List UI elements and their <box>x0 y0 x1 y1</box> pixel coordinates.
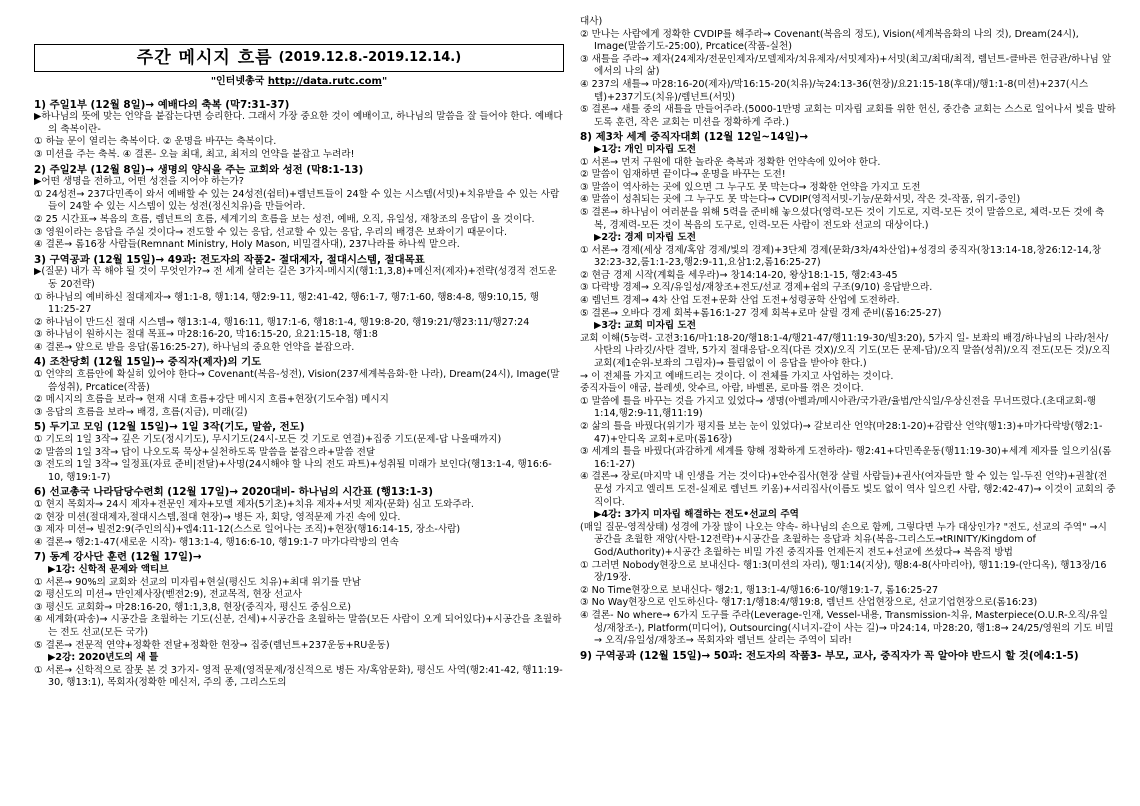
text-line: 교회 이해(5능력- 고전3:16/마1:18-20/행18:1-4/행21-47/행11:19-30/빌3:20), 5가지 일- 보좌의 배경/하나님의 나라/천사/사탄의 나라깃/사탄 결박, 5가지 절대응답-오직(다른 것X)/오직 기도(모든 문제-답)/오직 말씀(성취)/오직 전도(모든 것)/오직 교회(제1순위-보좌의 그림자)→ 틀림없이 이 응답을 받아야 한다.) <box>580 332 1111 370</box>
subtitle-prefix: "인터넷총국 <box>210 76 268 87</box>
text-line: ① 하늘 문이 열리는 축복이다. ② 운명을 바꾸는 축복이다. <box>34 136 277 148</box>
text-line: ① 24성전→ 237다민족이 와서 예배할 수 있는 24성전(쉼터)+렘넌트들이 24할 수 있는 시스템(서밋)+치유받을 수 있는 사람들이 24할 수 있는 시스템이 있는 성전(정신치유)을 만들어라. <box>34 188 560 213</box>
section-heading: 1) 주일1부 (12월 8일)→ 예배다의 축복 (막7:31-37) <box>34 98 290 111</box>
text-line: ② 하나님이 만드신 절대 시스템→ 행13:1-4, 행16:11, 행17:1-6, 행18:1-4, 행19:8-20, 행19:21/행23:11/행27:24 <box>34 316 530 328</box>
text-line: ② 말씀이 임재하면 끝이다→ 운명을 바꾸는 도전! <box>580 169 786 181</box>
right-sections <box>580 16 1116 662</box>
text-line: ③ No Way현장으로 인도하신다- 행17:1/행18:4/행19:8, 렘넌트 산업현장으로, 선교기업현장으로(롬16:23) <box>580 597 1038 609</box>
text-line: ④ 렘넌트 경제→ 4차 산업 도전+문화 산업 도전+성령공학 산업에 도전하라. <box>580 295 900 307</box>
text-line: ③ 새틀을 주라→ 제자(24제자/전문인제자/모델제자/치유제자/서밋제자)+서밋(최고/최대/최적, 렘넌트-클바른 헌금관/하나님 앞에서의 나의 삶) <box>580 53 1112 78</box>
subheading: ▶1강: 신학적 문제와 액티브 <box>48 563 169 575</box>
text-line: 대사) <box>580 16 603 27</box>
subheading: ▶3강: 교회 미자립 도전 <box>594 320 697 332</box>
text-line: ③ 영원이라는 응답을 주실 것이다→ 전도할 수 있는 응답, 선교할 수 있는 응답, 우리의 배경은 보좌이기 때문이다. <box>34 226 508 238</box>
subtitle-suffix: " <box>381 76 388 87</box>
section-heading: 9) 구역공과 (12월 15일)→ 50과: 전도자의 작품3- 부모, 교사, 중직자가 꼭 알아야 반드시 할 것(에4:1-5) <box>580 649 1079 662</box>
text-line: ① 현지 목회자→ 24시 제자+전문인 제자+모델 제자(5기초)+치유 제자+서밋 제자(문화) 심고 도와주라. <box>34 499 474 510</box>
section <box>34 164 564 252</box>
text-line: ① 그러면 Nobody현장으로 보내신다- 행1:3(미션의 자리), 행1:14(지상), 행8:4-8(사마리아), 행11:19-(안디옥), 행13장/16장/19장. <box>580 559 1107 584</box>
subheading: ▶2강: 경제 미자립 도전 <box>594 232 697 244</box>
text-line: ③ 응답의 흐름을 보라→ 배경, 흐름(지금), 미래(길) <box>34 406 248 418</box>
subheading: ▶4강: 3가지 미자립 해결하는 전도•선교의 주역 <box>594 509 799 521</box>
text-line: ③ 말씀이 역사하는 곳에 있으면 그 누구도 못 막는다→ 정확한 언약을 가지고 도전 <box>580 181 921 193</box>
text-line: 중직자들이 애굽, 블레셋, 앗수르, 아람, 바벨론, 로마를 꺾은 것이다. <box>580 383 864 395</box>
text-line: ② 25 시간표→ 복음의 흐름, 렘넌트의 흐름, 세계기의 흐름을 보는 성전, 예배, 오직, 유일성, 재창조의 응답이 올 것이다. <box>34 213 535 225</box>
text-line: ③ 세계의 틀을 바꿨다(과감하게 세계를 향해 정확하게 도전하라)- 행2:41+다민족운동(행11:19-30)+세계 제자를 일으키심(롬16:1-27) <box>580 446 1112 470</box>
text-line: ① 서론→ 경제(세상 경제/혹암 경제/빛의 경제)+3단체 경제(문화/3차/4차산업)+성경의 중직자(창13:14-18,창26:12-14,창32:23-32,룸1:1-23,행2:9-11,요삼1:2,롬16:25-27) <box>580 244 1102 269</box>
subheading: ▶2강: 2020년도의 새 틀 <box>48 652 159 664</box>
text-line: ② 만나는 사람에게 정확한 CVDIP를 해주라→ Covenant(복음의 정도), Vision(세계복음화의 나의 것), Dream(24시), Image(말씀기도-25:00), Prcatice(작품-실천) <box>580 28 1079 53</box>
text-line: ⑤ 결론→ 오바다 경제 회복+롬16:1-27 경제 회복+로마 살릴 경제 준비(롬16:25-27) <box>580 307 942 319</box>
text-line: ① 서론→ 신학적으로 잘못 본 것 3가지- 영적 문제(영적문제/정신적으로 병든 자/혹암문화), 평신도 사역(행2:41-42, 행11:19-30, 행13:1), 목회자(정확한 메신저, 주의 종, 그리스도의 <box>34 664 563 689</box>
text-line: ② No Time현장으로 보내신다- 행2:1, 행13:1-4/행16:6-10/행19:1-7, 롬16:25-27 <box>580 584 939 596</box>
section <box>34 486 564 549</box>
left-sections <box>34 99 564 690</box>
text-line: ② 삶의 틀을 바꿨다(위기가 평지를 보는 눈이 있었다)→ 갈보리산 언약(마28:1-20)+감람산 언약(행1:3)+마가다락방(행2:1-47)+안디옥 교회+로마(롬16장) <box>580 421 1103 445</box>
text-line: ③ 미션을 주는 축복. ④ 결론- 오늘 최대, 최고, 최저의 언약을 붙잡고 누려라! <box>34 148 355 160</box>
section <box>34 356 564 419</box>
text-line: ① 말씀에 틀을 바꾸는 것을 가지고 있었다→ 생명(아벨과/메시아관/국가관/율법/안식일/우상신전을 무너뜨렸다.(초대교회-행1:14,행2:9-11,행11:19) <box>580 395 1097 420</box>
text-line: ④ 말씀이 성취되는 곳에 그 누구도 못 막는다→ CVDIP(영적서밋-기능/문화서밋, 작은 것-작품, 위기-증인) <box>580 194 1021 206</box>
text-line: ⑤ 결론→ 전문적 연약+정확한 전달+정확한 현장→ 집중(렘넌트+237운동+RU운동) <box>34 639 390 651</box>
date-range: (2019.12.8.-2019.12.14.) <box>278 49 462 65</box>
text-line: ▶하나님의 뜻에 맞는 언약을 붙잡는다면 승리한다. 그래서 가장 중요한 것이 예배이고, 하나님의 말씀을 잘 들어야 한다. 예배다의 축복이란- <box>34 111 563 135</box>
text-line: ④ 결론→ 롬16장 사람들(Remnant Ministry, Holy Mason, 비밀결사대), 237나라를 하나씩 맡으라. <box>34 239 460 251</box>
section-heading: 6) 선교총국 나라담당수련회 (12월 17일)→ 2020대비- 하나님의 시간표 (행13:1-3) <box>34 486 434 499</box>
section-heading: 5) 두기고 모임 (12월 15일)→ 1일 3작(기도, 말씀, 전도) <box>34 421 305 434</box>
text-line: ① 기도의 1일 3작→ 깊은 기도(정시기도), 무시기도(24시-모든 것 기도로 연결)+집중 기도(문제-답 나올때까지) <box>34 434 502 446</box>
subheading: ▶1강: 개인 미자립 도전 <box>594 143 697 155</box>
title-box <box>34 44 564 72</box>
text-line: ① 하나님의 예비하신 절대제자→ 행1:1-8, 행1:14, 행2:9-11, 행2:41-42, 행6:1-7, 행7:1-60, 행8:4-8, 행9:10,15, 행11:25-27 <box>34 291 540 316</box>
text-line: ④ 결론→ 앞으로 받을 응답(롬16:25-27), 하나님의 중요한 언약을 붙잡으라. <box>34 341 355 353</box>
section <box>580 650 1116 663</box>
section <box>34 421 564 484</box>
text-line: ▶어떤 생명을 전하고, 어떤 성전을 지어야 하는가? <box>34 176 244 188</box>
site-link[interactable]: http://data.rutc.com <box>267 76 382 87</box>
section <box>580 16 1116 129</box>
section <box>34 99 564 162</box>
text-line: ④ 결론→ 행2:1-47(새로운 시작)- 행13:1-4, 행16:6-10, 행19:1-7 마가다락방의 연속 <box>34 536 399 548</box>
text-line: ③ 평신도 교회화→ 마28:16-20, 행1:1,3,8, 현장(중직자, 평신도 중심으로) <box>34 601 352 613</box>
text-line: ⑤ 결론→ 하나님이 여러분을 위해 5력을 준비해 놓으셨다(영력-모든 것이 기도로, 지력-모든 것이 말씀으로, 체력-모든 것에 축복, 경제력-모든 것이 복음의 도구로, 인력-모든 사람이 전도와 선교의 대상이다.) <box>580 206 1105 231</box>
text-line: ③ 하나님이 원하시는 절대 목표→ 마28:16-20, 막16:15-20, 요21:15-18, 행1:8 <box>34 329 378 341</box>
text-line: ④ 결론- No where→ 6가지 도구를 주라(Leverage-인재, Vessel-내용, Transmission-치유, Masterpiece(O.U.R-오직/유일성/재창조-), Platform(미디어), Outsourcing(시너지-같이 사는 길)→ 마24:14, 마28:20, 행1:8→ 24/25/영원의 기도 비밀→ 오직/유일성/재창조→ 목회자와 렘넌트 살리는 주역이 되라! <box>580 609 1114 647</box>
section-heading: 2) 주일2부 (12월 8일)→ 생명의 양식을 주는 교회와 성전 (막8:1-13) <box>34 163 364 176</box>
text-line: ③ 다락방 경제→ 오직/유일성/재창조+전도/선교 경제+쉼의 구조(9/10) 응답받으라. <box>580 282 933 294</box>
section-heading: 8) 제3차 세계 중직자대회 (12월 12일~14일)→ <box>580 131 809 144</box>
right-column <box>580 14 1116 662</box>
text-line: ① 언약의 흐름안에 확실히 있어야 한다→ Covenant(복음-성전), Vision(237세계복음화-한 나라), Dream(24시), Image(말씀성취), Prcatice(작품) <box>34 369 560 393</box>
text-line: (매일 질문-영적상태) 성경에 가장 많이 나오는 약속- 하나님의 손으로 함께, 그렇다면 누가 대상인가? "전도, 선교의 주역" →시공간을 초월한 재앙(사탄-12전략)+시공간을 초월하는 응답과 치유(복음-그리스도→tRINITY/Kingdom of God/Authority)+시공간 초월하는 비밀 가진 중직자를 언제든지 전도+선교에 쓰셨다→ 복음적 방법 <box>580 521 1107 558</box>
text-line: ② 평신도의 미션→ 만인제사장(벧전2:9), 전교목적, 현장 선교사 <box>34 589 302 601</box>
section <box>34 254 564 355</box>
section <box>580 131 1116 647</box>
text-line: ② 현장 미션(절대제자,절대시스템,절대 현장)→ 병든 자, 회당, 영적문제 가진 속에 있다. <box>34 511 401 523</box>
text-line: ⑤ 결론→ 새틀 중의 새틀을 만들어주라.(5000-1만명 교회는 미자립 교회를 위한 헌신, 중간층 교회는 스스로 일어나서 빛을 발하도록 훈련, 작은 교회는 미션을 정확하게 주라.) <box>580 104 1116 128</box>
text-line: ④ 세계화(파송)→ 시공간을 초월하는 기도(신분, 건세)+시공간을 초월하는 말씀(모든 사람이 오게 되어있다)+시공간을 초월하는 전도 선교(모든 국가) <box>34 614 562 638</box>
text-line: → 이 전체를 가지고 예배드리는 것이다. 이 전체를 가지고 사업하는 것이다. <box>580 370 894 382</box>
section <box>34 551 564 690</box>
text-line: ▶(질문) 내가 꼭 해야 될 것이 무엇인가?→ 전 세계 살리는 길은 3가지-메시지(행1:1,3,8)+메신저(제자)+전략(성경적 전도운동 20전략) <box>34 266 557 290</box>
text-line: ④ 237의 새틀→ 마28:16-20(제자)/막16:15-20(치유)/눅24:13-36(현장)/요21:15-18(후대)/행1:1-8(미션)+237(시스템)+237기도(치유)/렘넌트(서밋) <box>580 78 1089 103</box>
subtitle <box>34 76 564 89</box>
text-line: ④ 결론→ 장로(마지막 내 인생을 거는 것이다)+안수집사(현장 살릴 사람들)+권사(여자들만 할 수 있는 일-두진 언약)+권찰(전문성 가지고 엘리트 도전-실제로 렘넌트 키움)+서리집사(이름도 빛도 없이 역사 일으킨 사람, 행2:42-47)→ 이것이 교회의 중직이다. <box>580 471 1116 508</box>
left-column <box>34 14 564 690</box>
section-heading: 3) 구역공과 (12월 15일)→ 49과: 전도자의 작품2- 절대제자, 절대시스템, 절대목표 <box>34 253 425 266</box>
page-title: 주간 메시지 흐름 <box>136 47 273 68</box>
text-line: ① 서론→ 먼저 구원에 대한 놀라운 축복과 정확한 언약속에 있어야 한다. <box>580 156 881 168</box>
section-heading: 4) 조찬당회 (12월 15일)→ 중직자(제자)의 기도 <box>34 356 262 369</box>
text-line: ② 현금 경제 시작(계획을 세우라)→ 창14:14-20, 왕상18:1-15, 행2:43-45 <box>580 269 898 281</box>
text-line: ③ 제자 미션→ 빌전2:9(주인의식)+엡4:11-12(스스로 일어나는 조직)+현장(행16:14-15, 장소-사람) <box>34 524 461 536</box>
text-line: ③ 전도의 1일 3작→ 일정표(자료 준비|전달)+사명(24시해야 할 나의 전도 파트)+성취될 미래가 보인다(행13:1-4, 행16:6-10, 행19:1-7) <box>34 459 552 483</box>
text-line: ② 메시지의 흐름을 보라→ 현재 시대 흐름+강단 메시지 흐름+현장(기도수첩) 메시지 <box>34 394 389 406</box>
section-heading: 7) 동계 강사단 훈련 (12월 17일)→ <box>34 551 202 564</box>
text-line: ① 서론→ 90%의 교회와 선교의 미자립+현실(평신도 치유)+최대 위기를 만남 <box>34 576 361 588</box>
text-line: ② 말씀의 1일 3작→ 답이 나오도록 묵상+실천하도록 말씀을 붙잡으라+말씀 전달 <box>34 446 376 458</box>
